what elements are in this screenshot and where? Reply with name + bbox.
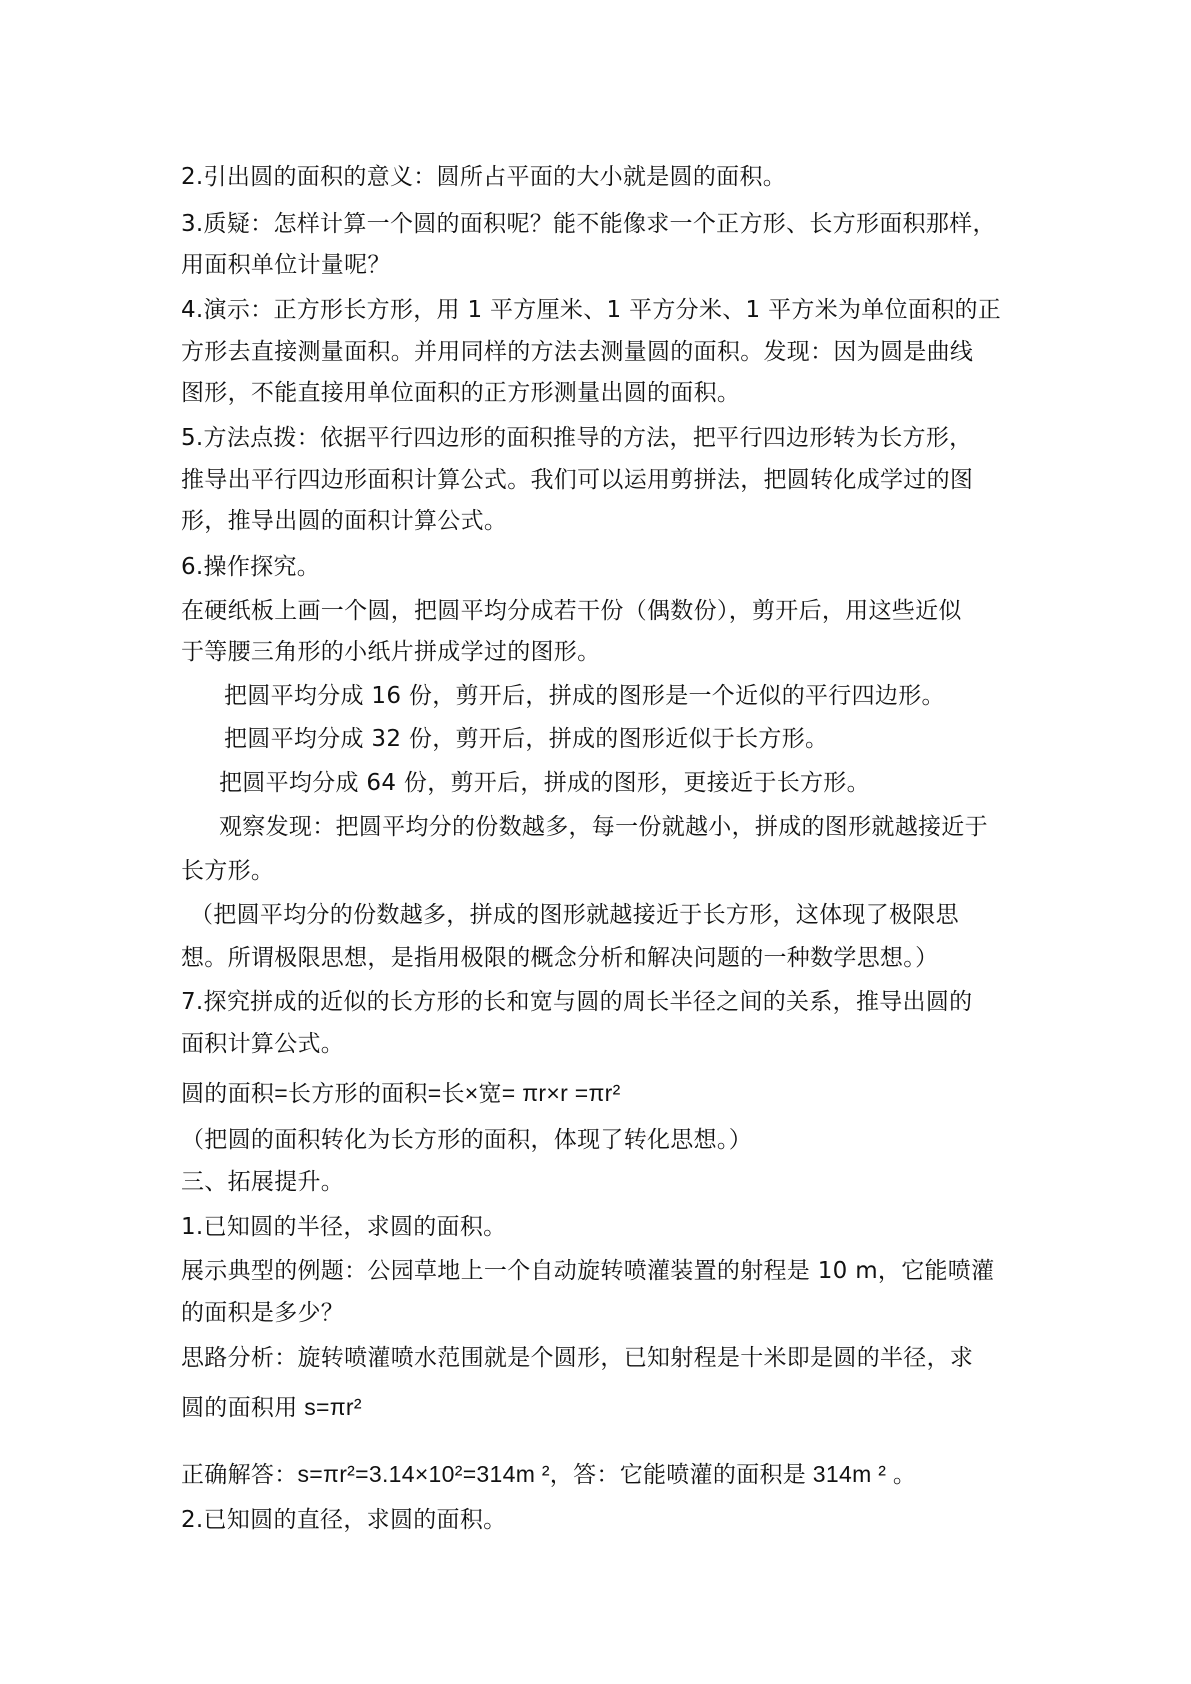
division-64-text: 把圆平均分成 64 份，剪开后，拼成的图形，更接近于长方形。 [219, 770, 870, 796]
item-4-demo-line-1: 4.演示：正方形长方形，用 1 平方厘米、1 平方分米、1 平方米为单位面积的正 [181, 297, 1002, 323]
division-16-text: 把圆平均分成 16 份，剪开后，拼成的图形是一个近似的平行四边形。 [224, 683, 945, 709]
item-3-question-line-1: 3.质疑：怎样计算一个圆的面积呢？能不能像求一个正方形、长方形面积那样， [181, 211, 996, 237]
item-5-method-line-2: 推导出平行四边形面积计算公式。我们可以运用剪拼法，把圆转化成学过的图 [181, 467, 974, 493]
item-5-method-line-1: 5.方法点拨：依据平行四边形的面积推导的方法，把平行四边形转为长方形， [181, 425, 973, 451]
item-4-demo-line-2: 方形去直接测量面积。并用同样的方法去测量圆的面积。发现：因为圆是曲线 [181, 339, 974, 365]
division-32-text: 把圆平均分成 32 份，剪开后，拼成的图形近似于长方形。 [224, 726, 829, 752]
item-5-method-line-3: 形，推导出圆的面积计算公式。 [181, 508, 508, 534]
item-7-explore-line-2: 面积计算公式。 [181, 1031, 345, 1057]
solution-line: 正确解答：s=πr²=3.14×10²=314m ²，答：它能喷灌的面积是 314m ² 。 [181, 1461, 917, 1487]
analysis-line-1: 思路分析：旋转喷灌喷水范围就是个圆形，已知射程是十米即是圆的半径，求 [181, 1345, 974, 1371]
item-7-explore-line-1: 7.探究拼成的近似的长方形的长和宽与圆的周长半径之间的关系，推导出圆的 [181, 989, 973, 1015]
section-3-heading: 三、拓展提升。 [181, 1169, 345, 1195]
limit-thought-line-1: （把圆平均分的份数越多，拼成的图形就越接近于长方形，这体现了极限思 [190, 902, 959, 928]
example-problem-line-1: 展示典型的例题：公园草地上一个自动旋转喷灌装置的射程是 10 m，它能喷灌 [181, 1258, 995, 1284]
analysis-line-2: 圆的面积用 s=πr² [181, 1394, 362, 1420]
subitem-2-diameter-heading: 2.已知圆的直径，求圆的面积。 [181, 1507, 507, 1533]
item-4-demo-line-3: 图形，不能直接用单位面积的正方形测量出圆的面积。 [181, 380, 741, 406]
example-problem-line-2: 的面积是多少？ [181, 1300, 345, 1326]
conversion-thought-note: （把圆的面积转化为长方形的面积，体现了转化思想。） [181, 1127, 752, 1153]
area-formula: 圆的面积=长方形的面积=长×宽= πr×r =πr² [181, 1080, 621, 1106]
item-3-question-line-2: 用面积单位计量呢？ [181, 252, 391, 278]
item-2-area-meaning: 2.引出圆的面积的意义：圆所占平面的大小就是圆的面积。 [181, 164, 787, 190]
observation-line-2: 长方形。 [181, 858, 275, 884]
observation-line-1: 观察发现：把圆平均分的份数越多，每一份就越小，拼成的图形就越接近于 [219, 814, 988, 840]
limit-thought-line-2: 想。所谓极限思想，是指用极限的概念分析和解决问题的一种数学思想。） [181, 945, 939, 971]
operation-text-line-1: 在硬纸板上画一个圆，把圆平均分成若干份（偶数份），剪开后，用这些近似 [181, 598, 962, 624]
operation-text-line-2: 于等腰三角形的小纸片拼成学过的图形。 [181, 639, 601, 665]
subitem-1-radius-heading: 1.已知圆的半径，求圆的面积。 [181, 1214, 507, 1240]
item-6-heading: 6.操作探究。 [181, 554, 321, 580]
